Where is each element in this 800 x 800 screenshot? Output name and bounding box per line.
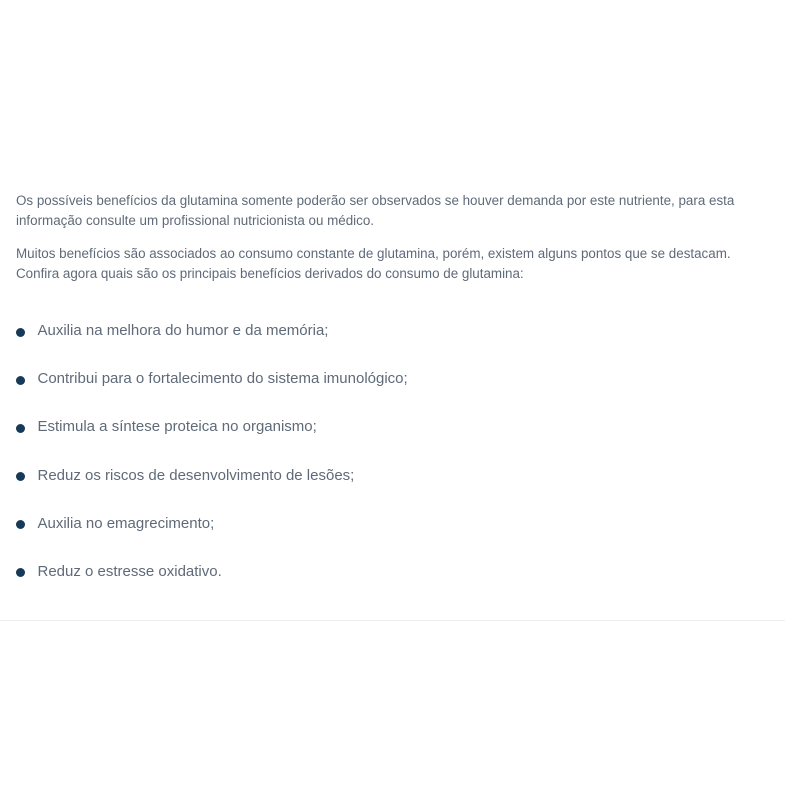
list-item [16,367,776,391]
list-item [16,464,776,488]
section-divider [0,620,785,621]
list-item [16,319,776,343]
bullet-icon [16,376,25,385]
list-item [16,512,776,536]
list-item [16,560,776,584]
bullet-icon [16,520,25,529]
benefit-text: Reduz os riscos de desenvolvimento de lesões; [37,466,355,484]
benefit-text: Auxilia no emagrecimento; [37,514,215,532]
bullet-icon [16,472,25,481]
bullet-icon [16,328,25,337]
benefits-list [16,319,776,608]
article-intro [16,191,766,284]
intro-paragraph-2: Muitos benefícios são associados ao consumo constante de glutamina, porém, existem alguns pontos que se destacam. Confira agora quais são os principais benefícios derivados do consumo de glutamina: [16,246,731,281]
intro-paragraph-1: Os possíveis benefícios da glutamina somente poderão ser observados se houver demanda por este nutriente, para esta informação consulte um profissional nutricionista ou médico. [16,193,735,228]
benefit-text: Estimula a síntese proteica no organismo; [37,418,317,436]
benefit-text: Contribui para o fortalecimento do sistema imunológico; [37,370,408,388]
bullet-icon [16,424,25,433]
bullet-icon [16,568,25,577]
list-item [16,415,776,439]
benefit-text: Reduz o estresse oxidativo. [37,562,222,580]
benefit-text: Auxilia na melhora do humor e da memória; [37,322,329,339]
